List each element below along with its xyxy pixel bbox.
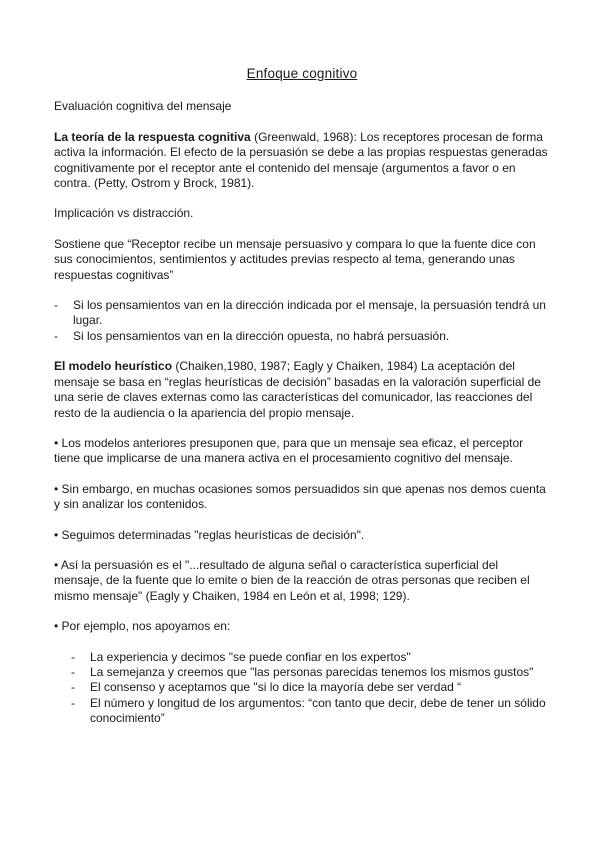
dash-marker: -	[71, 680, 75, 695]
list-item-text: La semejanza y creemos que "las personas parecidas tenemos los mismos gustos"	[90, 664, 534, 679]
paragraph-bullet-models: • Los modelos anteriores presuponen que, para que un mensaje sea eficaz, el perceptor tiene que implicarse de una manera activa en el procesamiento cognitivo del mensaje.	[54, 435, 524, 466]
paragraph-bullet-persuaded: • Sin embargo, en muchas ocasiones somos persuadidos sin que apenas nos demos cuenta y sin analizar los contenidos.	[54, 481, 546, 512]
list-item-text: Si los pensamientos van en la dirección opuesta, no habrá persuasión.	[73, 328, 450, 343]
paragraph-bullet-example: • Por ejemplo, nos apoyamos en:	[54, 619, 231, 634]
thought-direction-list	[54, 298, 550, 344]
document-page	[54, 66, 550, 742]
heuristic-examples-list	[54, 650, 550, 727]
list-item-text: El consenso y aceptamos que "si lo dice la mayoría debe ser verdad “	[90, 680, 462, 695]
list-item	[54, 680, 550, 695]
paragraph-text: (Greenwald, 1968): Los receptores procesan de forma activa la información. El efecto de la persuasión se debe a las propias respuestas generadas cognitivamente por el receptor ante el contenido del mensaje (argumentos a favor o en contra. (Petty, Ostrom y Brock, 1981).	[54, 129, 548, 191]
page-title: Enfoque cognitivo	[246, 66, 358, 81]
paragraph-cognitive-response	[54, 130, 550, 192]
dash-marker: -	[71, 664, 75, 679]
list-item-text: La experiencia y decimos "se puede confiar en los expertos"	[90, 649, 411, 664]
term-cognitive-response: La teoría de la respuesta cognitiva	[54, 129, 251, 144]
term-heuristic-model: El modelo heurístico	[54, 359, 173, 374]
dash-marker: -	[54, 328, 58, 343]
section-subtitle: Evaluación cognitiva del mensaje	[54, 99, 232, 114]
dash-marker: -	[71, 649, 75, 664]
paragraph-sostiene: Sostiene que “Receptor recibe un mensaje persuasivo y compara lo que la fuente dice con sus conocimientos, sentimientos y actitudes previas respecto al tema, generando unas respuestas cognitivas”	[54, 236, 536, 282]
list-item	[54, 696, 550, 727]
dash-marker: -	[71, 695, 75, 710]
list-item	[54, 329, 550, 344]
dash-marker: -	[54, 298, 58, 313]
paragraph-bullet-rules: • Seguimos determinadas "reglas heurísticas de decisión".	[54, 527, 365, 542]
list-item	[54, 650, 550, 665]
paragraph-heuristic-model	[54, 359, 550, 421]
list-item	[54, 298, 550, 329]
paragraph-bullet-persuasion: • Así la persuasión es el "...resultado de alguna señal o característica superficial del mensaje, de la fuente que lo emite o bien de la reacción de otras personas que reciben el mismo mensaje" (Eagly y Chaiken, 1984 en León et al, 1998; 129).	[54, 557, 530, 603]
list-item	[54, 665, 550, 680]
list-item-text: El número y longitud de los argumentos: “con tanto que decir, debe de tener un sólido conocimiento”	[90, 695, 546, 726]
paragraph-text: (Chaiken,1980, 1987; Eagly y Chaiken, 1984) La aceptación del mensaje se basa en “reglas heurísticas de decisión” basadas en la valoración superficial de una serie de claves externas como las características del comunicador, las reacciones del resto de la audiencia o la apariencia del propio mensaje.	[54, 359, 541, 420]
paragraph-implication: Implicación vs distracción.	[54, 206, 194, 221]
list-item-text: Si los pensamientos van en la dirección indicada por el mensaje, la persuasión tendrá un lugar.	[73, 298, 546, 328]
